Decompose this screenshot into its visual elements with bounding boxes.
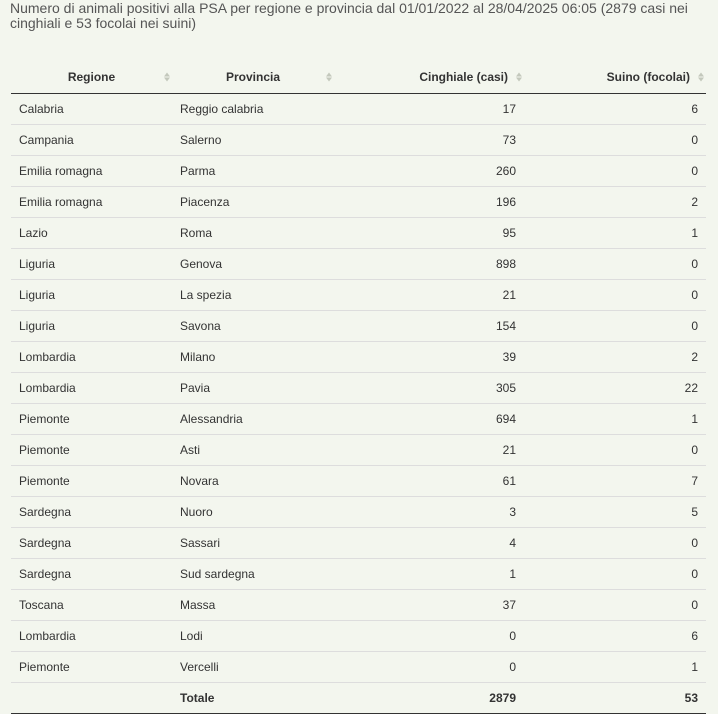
table-row [11, 373, 706, 404]
cell-suino: 0 [524, 559, 706, 590]
cell-cinghiale: 17 [502, 102, 516, 116]
cell-cinghiale: 95 [334, 218, 524, 249]
cell-regione: Emilia romagna [11, 187, 172, 218]
sort-icon[interactable] [164, 72, 170, 81]
cell-suino: 5 [524, 497, 706, 528]
table-row [11, 94, 706, 125]
table-row [11, 404, 706, 435]
cell-suino: 2 [524, 187, 706, 218]
cell-suino: 0 [524, 590, 706, 621]
table-row [11, 652, 706, 683]
table-row [11, 187, 706, 218]
cell-cinghiale: 1 [334, 559, 524, 590]
table-row [11, 528, 706, 559]
cell-suino: 0 [524, 249, 706, 280]
cell-provincia: Lodi [172, 621, 334, 652]
table-row [11, 125, 706, 156]
cell-regione: Liguria [11, 249, 172, 280]
totals-label: Totale [172, 683, 334, 714]
cell-suino: 0 [524, 280, 706, 311]
table-row [11, 218, 706, 249]
table-row [11, 497, 706, 528]
cell-suino: 22 [524, 373, 706, 404]
cell-cinghiale: 0 [334, 621, 524, 652]
cell-suino: 0 [524, 528, 706, 559]
table-row [11, 466, 706, 497]
cell-suino: 1 [524, 218, 706, 249]
column-header-label: Provincia [225, 69, 281, 84]
column-header-label: Regione [67, 69, 116, 84]
cell-provincia: Salerno [172, 125, 334, 156]
table-row [11, 342, 706, 373]
cell-provincia: Milano [172, 342, 334, 373]
cell-regione: Campania [11, 125, 172, 156]
cell-provincia: Pavia [172, 373, 334, 404]
cell-provincia: Nuoro [172, 497, 334, 528]
table-caption: Numero di animali positivi alla PSA per regione e provincia dal 01/01/2022 al 28/04/2025 06:05 (2879 casi nei cinghiali e 53 focolai nei suini) [10, 0, 688, 31]
cell-provincia: Roma [172, 218, 334, 249]
cell-suino: 1 [524, 652, 706, 683]
table-row [11, 280, 706, 311]
cell-regione: Piemonte [11, 466, 172, 497]
cell-cinghiale: 154 [334, 311, 524, 342]
cell-cinghiale: 305 [334, 373, 524, 404]
table-row [11, 249, 706, 280]
cell-suino: 0 [524, 156, 706, 187]
cell-suino: 6 [524, 621, 706, 652]
cell-cinghiale: 3 [334, 497, 524, 528]
cell-provincia: Parma [172, 156, 334, 187]
cell-cinghiale: 196 [334, 187, 524, 218]
cell-regione: Liguria [11, 311, 172, 342]
cell-regione: Piemonte [11, 652, 172, 683]
cell-regione: Lombardia [11, 342, 172, 373]
cell-provincia: Savona [172, 311, 334, 342]
column-header-label: Suino (focolai) [606, 69, 690, 84]
cell-suino: 2 [524, 342, 706, 373]
cell-cinghiale: 61 [334, 466, 524, 497]
cell-suino: 6 [691, 102, 698, 116]
column-header-cinghiale[interactable] [334, 60, 524, 94]
psa-table [11, 60, 706, 714]
cell-cinghiale: 694 [334, 404, 524, 435]
cell-regione: Toscana [11, 590, 172, 621]
cell-provincia: Alessandria [172, 404, 334, 435]
cell-regione: Sardegna [11, 559, 172, 590]
table-row [11, 311, 706, 342]
sort-icon[interactable] [326, 72, 332, 81]
cell-regione: Emilia romagna [11, 156, 172, 187]
cell-cinghiale: 4 [334, 528, 524, 559]
column-header-label: Cinghiale (casi) [419, 69, 508, 84]
cell-regione: Piemonte [11, 404, 172, 435]
cell-provincia: Sassari [172, 528, 334, 559]
table-row [11, 435, 706, 466]
cell-cinghiale: 898 [334, 249, 524, 280]
cell-cinghiale: 39 [334, 342, 524, 373]
cell-suino: 7 [524, 466, 706, 497]
table-header [11, 60, 706, 94]
cell-regione: Piemonte [11, 435, 172, 466]
cell-cinghiale: 21 [334, 280, 524, 311]
sort-icon[interactable] [516, 72, 522, 81]
cell-suino: 0 [524, 311, 706, 342]
cell-suino: 0 [524, 435, 706, 466]
cell-provincia: Vercelli [172, 652, 334, 683]
cell-provincia: Novara [172, 466, 334, 497]
cell-suino: 0 [524, 125, 706, 156]
table-row [11, 559, 706, 590]
table-row [11, 621, 706, 652]
cell-regione: Liguria [11, 280, 172, 311]
column-header-regione[interactable] [11, 60, 172, 94]
column-header-provincia[interactable] [172, 60, 334, 94]
cell-regione: Lombardia [11, 373, 172, 404]
sort-icon[interactable] [698, 72, 704, 81]
table-row [11, 590, 706, 621]
cell-cinghiale: 0 [334, 652, 524, 683]
header-row [11, 60, 706, 94]
cell-provincia: Sud sardegna [172, 559, 334, 590]
cell-provincia: Genova [172, 249, 334, 280]
cell-cinghiale: 73 [334, 125, 524, 156]
cell-suino: 1 [524, 404, 706, 435]
cell-provincia: Piacenza [172, 187, 334, 218]
table-footer [11, 683, 706, 714]
cell-provincia: Asti [172, 435, 334, 466]
cell-cinghiale: 21 [334, 435, 524, 466]
cell-cinghiale: 37 [334, 590, 524, 621]
totals-row [11, 683, 706, 714]
cell-cinghiale: 260 [334, 156, 524, 187]
column-header-suino[interactable] [524, 60, 706, 94]
table-row [11, 156, 706, 187]
totals-empty-cell [11, 683, 172, 714]
table-body [11, 94, 706, 683]
cell-regione: Sardegna [11, 497, 172, 528]
cell-regione: Lombardia [11, 621, 172, 652]
totals-cinghiale: 2879 [334, 683, 524, 714]
cell-regione: Sardegna [11, 528, 172, 559]
totals-suino: 53 [524, 683, 706, 714]
cell-regione: Calabria [19, 102, 64, 116]
cell-provincia: La spezia [172, 280, 334, 311]
cell-provincia: Massa [172, 590, 334, 621]
cell-provincia: Reggio calabria [180, 102, 264, 116]
cell-regione: Lazio [11, 218, 172, 249]
